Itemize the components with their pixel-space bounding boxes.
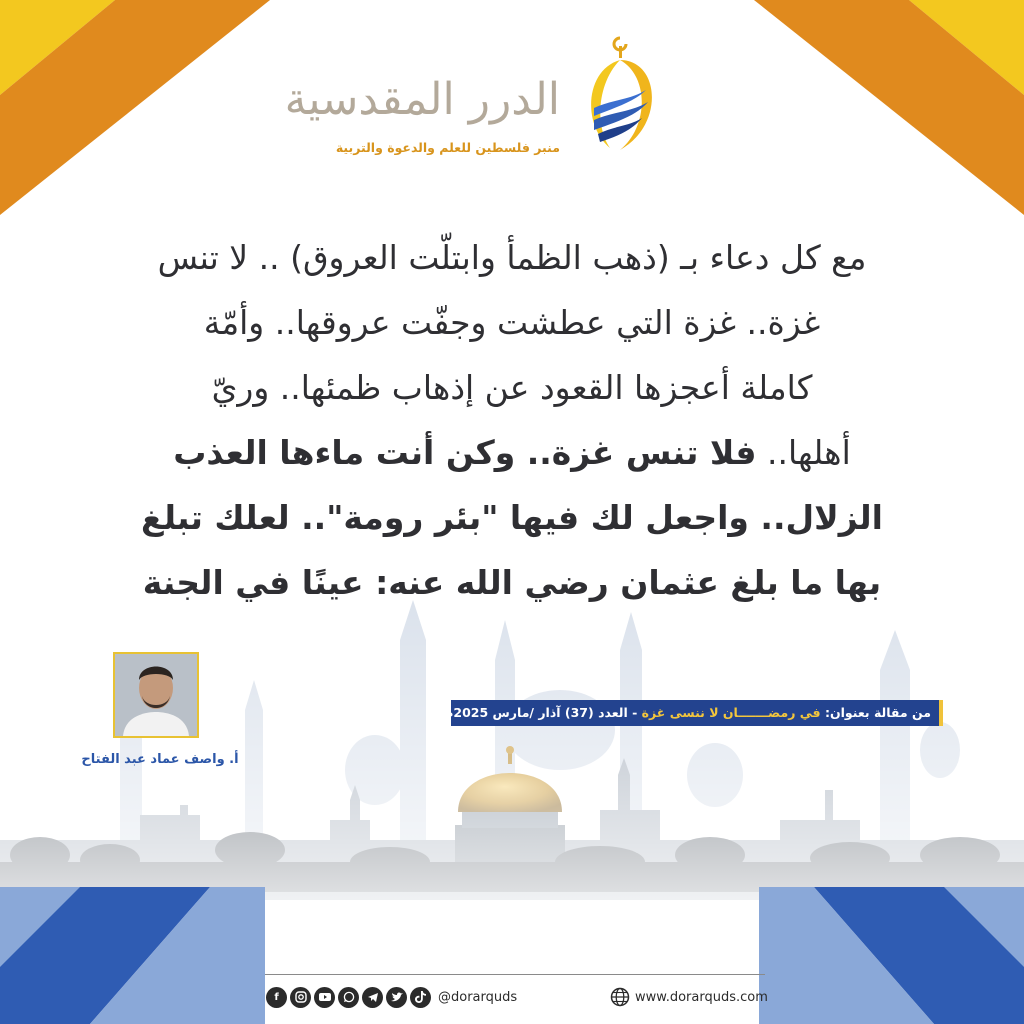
facebook-icon[interactable]: f [266, 987, 287, 1008]
quote-text [100, 225, 924, 615]
avatar [115, 654, 197, 736]
social-links [266, 985, 517, 1009]
quote-line: غزة.. غزة التي عطشت وجفّت عروقها.. وأمّة [203, 303, 821, 342]
source-banner [444, 700, 943, 726]
top-right-corner-decoration [754, 0, 1024, 215]
twitter-icon[interactable] [386, 987, 407, 1008]
bottom-left-corner-decoration [0, 887, 265, 1024]
quote-line: أهلها.. [767, 433, 851, 472]
telegram-icon[interactable] [362, 987, 383, 1008]
logo [284, 30, 670, 170]
quote-line-bold: بها ما بلغ عثمان رضي الله عنه: عينًا في الجنة [142, 563, 882, 602]
tiktok-icon[interactable] [410, 987, 431, 1008]
logo-emblem-icon [580, 30, 662, 160]
website-link[interactable] [610, 985, 768, 1009]
source-article-title: في رمضـــــــان لا ننسى غزة [641, 705, 821, 720]
website-url[interactable]: www.dorarquds.com [635, 989, 768, 1005]
globe-icon [610, 987, 630, 1007]
youtube-icon[interactable] [314, 987, 335, 1008]
instagram-icon[interactable] [290, 987, 311, 1008]
social-handle[interactable]: @dorarquds [438, 989, 518, 1005]
author-photo [113, 652, 199, 738]
logo-subtitle: منبر فلسطين للعلم والدعوة والتربية [335, 140, 560, 155]
source-issue: - العدد (37) آذار /مارس 2025م [444, 705, 638, 720]
logo-title: الدرر المقدسية [284, 74, 560, 125]
quote-line-bold: الزلال.. واجعل لك فيها "بئر رومة".. لعلك تبلغ [141, 498, 883, 537]
bottom-right-corner-decoration [759, 887, 1024, 1024]
top-left-corner-decoration [0, 0, 270, 215]
quote-line: كاملة أعجزها القعود عن إذهاب ظمئها.. وريّ [211, 368, 813, 407]
author-name: أ. واصف عماد عبد الفتاح [81, 752, 239, 767]
whatsapp-icon[interactable] [338, 987, 359, 1008]
quote-line-bold: فلا تنس غزة.. وكن أنت ماءها العذب [173, 433, 757, 472]
quote-line: مع كل دعاء بـ (ذهب الظمأ وابتلّت العروق) .. لا تنس [157, 238, 867, 277]
source-prefix: من مقالة بعنوان: [824, 705, 931, 720]
footer-divider [265, 974, 765, 975]
